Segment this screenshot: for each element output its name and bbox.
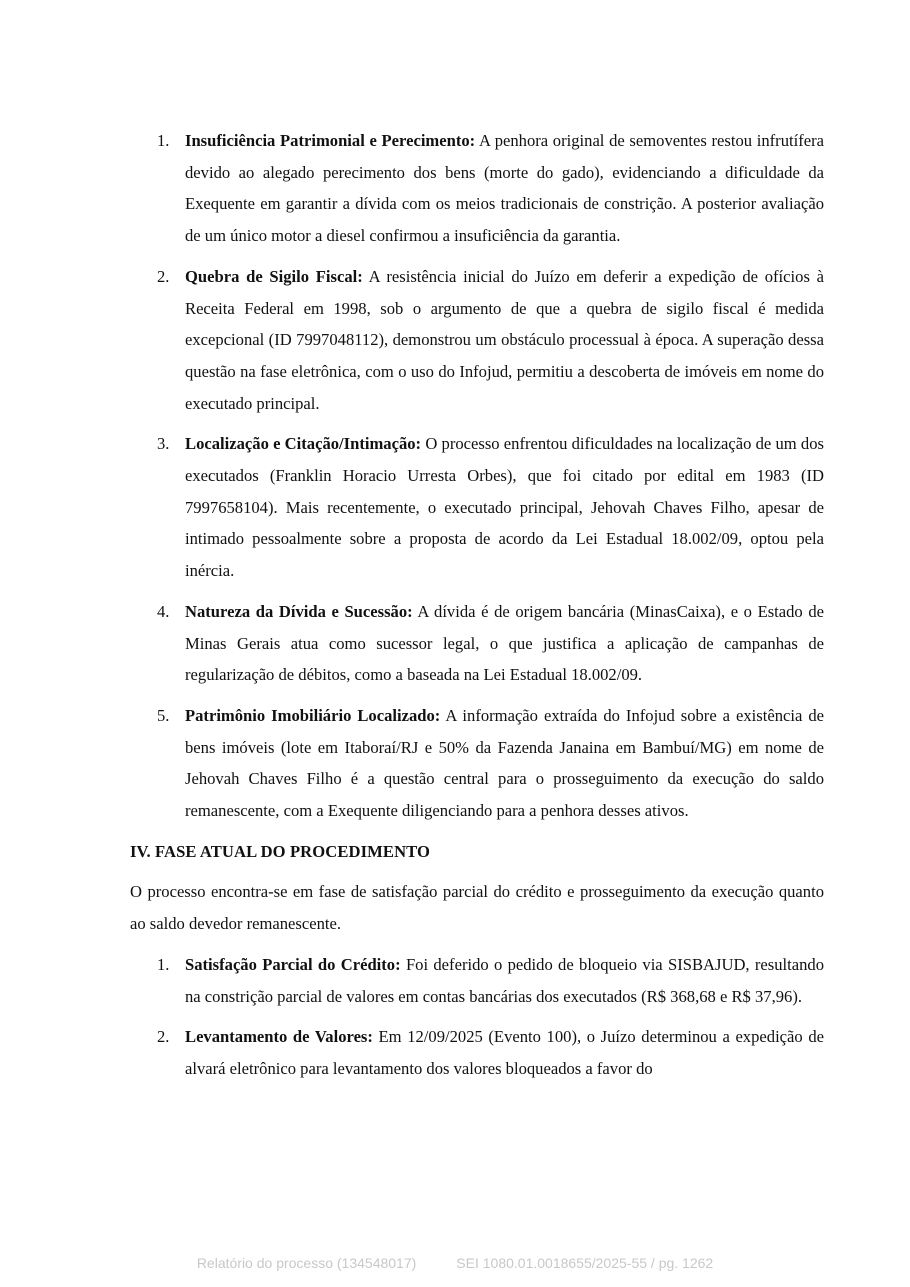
- section-heading: IV. FASE ATUAL DO PROCEDIMENTO: [130, 841, 431, 861]
- list-item-title: Patrimônio Imobiliário Localizado:: [185, 705, 441, 725]
- list-item-text: A resistência inicial do Juízo em deferir a expedição de ofícios à Receita Federal em 1998, sob o argumento de que a quebra de sigilo fiscal é medida excepcional (ID 7997048112), demonstrou um obstáculo processual à época. A superação dessa questão na fase eletrônica, com o uso do Infojud, permitiu a descoberta de imóveis em nome do executado principal.: [185, 266, 824, 413]
- page-content: [130, 125, 824, 1094]
- list-item: [130, 1021, 824, 1084]
- list-item-text: Foi deferido o pedido de bloqueio via SISBAJUD, resultando na constrição parcial de valores em contas bancárias dos executados (R$ 368,68 e R$ 37,96).: [185, 954, 825, 1006]
- list-item-title: Localização e Citação/Intimação:: [185, 434, 422, 454]
- numbered-list-issues: [130, 125, 824, 827]
- list-item-text: A dívida é de origem bancária (MinasCaixa), e o Estado de Minas Gerais atua como sucessor legal, o que justifica a aplicação de campanhas de regularização de débitos, como a baseada na Lei Estadual 18.002/09.: [185, 601, 824, 685]
- list-item: [130, 700, 824, 827]
- list-item: [130, 261, 824, 420]
- list-item-title: Natureza da Dívida e Sucessão:: [185, 601, 413, 621]
- list-number: 1.: [157, 954, 170, 974]
- footer-report-ref: Relatório do processo (134548017): [196, 1255, 417, 1271]
- list-item: [130, 949, 824, 1012]
- section-paragraph: O processo encontra-se em fase de satisfação parcial do crédito e prosseguimento da execução quanto ao saldo devedor remanescente.: [130, 882, 824, 934]
- list-item-title: Insuficiência Patrimonial e Perecimento:: [185, 131, 476, 150]
- page-footer: [0, 1255, 910, 1271]
- list-number: 4.: [157, 601, 170, 621]
- list-item-title: Levantamento de Valores:: [185, 1027, 373, 1047]
- list-item-title: Satisfação Parcial do Crédito:: [185, 954, 401, 974]
- list-item-text: Em 12/09/2025 (Evento 100), o Juízo determinou a expedição de alvará eletrônico para levantamento dos valores bloqueados a favor do: [185, 1027, 824, 1078]
- list-number: 3.: [157, 434, 170, 454]
- list-item-text: A penhora original de semoventes restou infrutífera devido ao alegado perecimento dos bens (morte do gado), evidenciando a dificuldade da Exequente em garantir a dívida com os meios tradicionais de constrição. A posterior avaliação de um único motor a diesel confirmou a insuficiência da garantia.: [185, 131, 824, 246]
- list-number: 2.: [157, 1027, 170, 1047]
- list-item-text: A informação extraída do Infojud sobre a existência de bens imóveis (lote em Itaboraí/RJ e 50% da Fazenda Janaina em Bambuí/MG) em nome de Jehovah Chaves Filho é a questão central para o prosseguimento da execução do saldo remanescente, com a Exequente diligenciando para a penhora desses ativos.: [185, 705, 824, 821]
- list-number: 2.: [157, 266, 170, 286]
- list-number: 5.: [157, 705, 170, 725]
- list-item: [130, 125, 824, 252]
- list-item: [130, 428, 824, 587]
- list-item-text: O processo enfrentou dificuldades na localização de um dos executados (Franklin Horacio Urresta Orbes), que foi citado por edital em 1983 (ID 7997658104). Mais recentemente, o executado principal, Jehovah Chaves Filho, apesar de intimado pessoalmente sobre a proposta de acordo da Lei Estadual 18.002/09, optou pela inércia.: [185, 434, 824, 581]
- list-item: [130, 596, 824, 691]
- numbered-list-phase: [130, 949, 824, 1085]
- list-item-title: Quebra de Sigilo Fiscal:: [185, 266, 363, 286]
- footer-process-page: SEI 1080.01.0018655/2025-55 / pg. 1262: [456, 1255, 714, 1271]
- list-number: 1.: [157, 131, 170, 150]
